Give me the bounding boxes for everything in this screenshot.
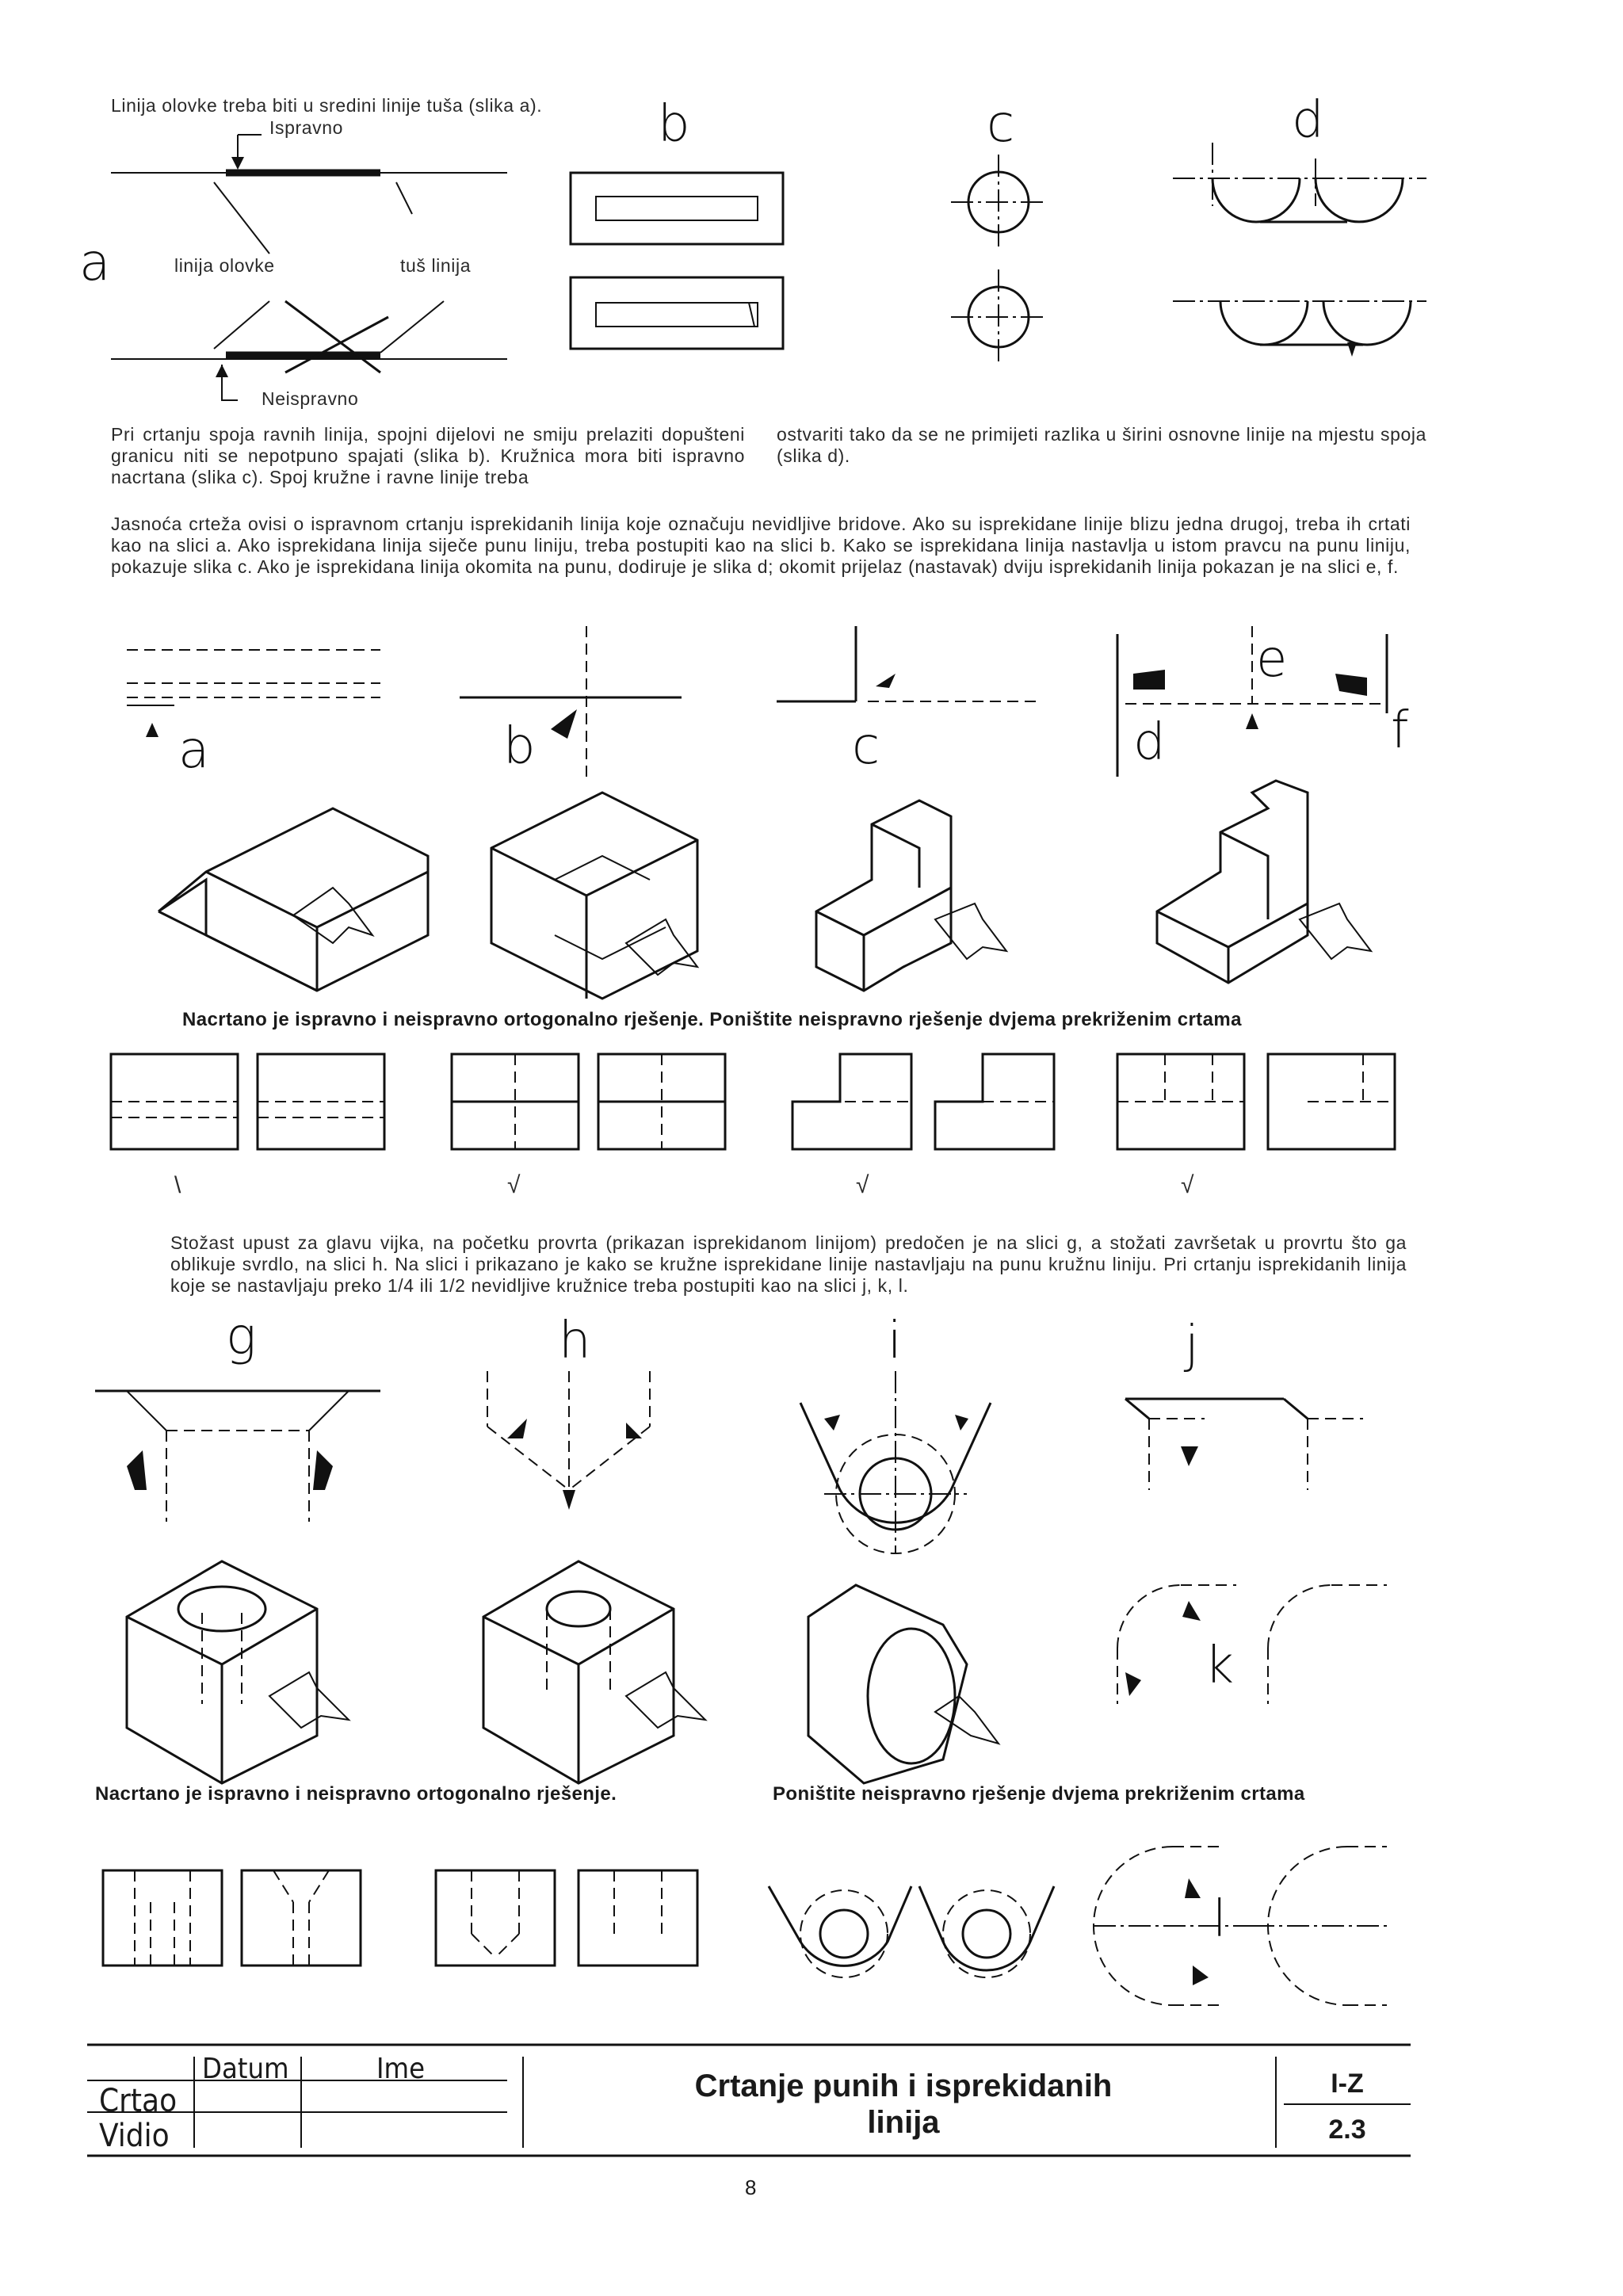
paragraph-countersink: Stožast upust za glavu vijka, na početku provrta (prikazan isprekidanom linijom) predočen je na slici g, a stožati završetak u provrtu što ga oblikuje svrdlo, na slici h. Na slici i prikazano je kako se kružne isprekidane linije nastavljaju na punu kružnu liniju. Pri crtanju isprekidanih linija koje se nastavljaju preko 1/4 ili 1/2 nevidljive kružnice treba postupiti kao na slici j, k, l.	[170, 1232, 1407, 1296]
letter-i: i	[888, 1312, 902, 1370]
page-number: 8	[745, 2176, 757, 2199]
label-incorrect: Neispravno	[262, 388, 359, 409]
figure-b-rectangles	[571, 173, 783, 349]
mark-1: \	[174, 1172, 181, 1198]
intro-text: Linija olovke treba biti u sredini linije tuša (slika a).	[111, 95, 543, 116]
letter-g: g	[226, 1308, 257, 1366]
letter-j: j	[1185, 1316, 1199, 1374]
title-block-datum: Datum	[202, 2053, 289, 2085]
title-block-code: I-Z	[1331, 2069, 1364, 2099]
title-block-title-line2: linija	[867, 2105, 940, 2140]
countersink-figures	[95, 1371, 1387, 1783]
title-block-ime: Ime	[376, 2053, 426, 2085]
paragraph-joins-left: Pri crtanju spoja ravnih linija, spojni dijelovi ne smiju prelaziti dopušteni granicu niti se nepotpuno spajati (slika b). Kružnica mora biti ispravno nacrtana (slika c). Spoj kružne i ravne linije treba	[111, 424, 745, 487]
caption-orthogonal-1: Nacrtano je ispravno i neispravno ortogonalno rješenje. Poništite neispravno rješenje dvjema prekriženim crtama	[182, 1009, 1242, 1030]
figure-letter-a: a	[79, 234, 111, 292]
mark-2: √	[507, 1172, 521, 1198]
caption-orthogonal-2: Nacrtano je ispravno i neispravno ortogonalno rješenje.	[95, 1783, 617, 1805]
mark-3: √	[856, 1172, 870, 1198]
letter-l: l	[1212, 1890, 1227, 1949]
orthographic-views-row1	[111, 1054, 1395, 1149]
dash-letter-a: a	[178, 721, 210, 780]
figure-letter-d: d	[1292, 91, 1324, 150]
figure-letter-c: c	[987, 95, 1015, 154]
letter-h: h	[559, 1312, 591, 1370]
figure-letter-b: b	[658, 95, 690, 154]
title-block-sheet: 2.3	[1328, 2115, 1366, 2145]
dash-letter-d: d	[1133, 713, 1166, 772]
title-block-crtao: Crtao	[99, 2083, 178, 2119]
title-block-vidio: Vidio	[99, 2118, 170, 2154]
orthographic-views-row2	[103, 1847, 1387, 2005]
figure-d-arc-joins	[1173, 143, 1426, 357]
paragraph-joins-right: ostvariti tako da se ne primijeti razlika u širini osnovne linije na mjestu spoja (slika d).	[777, 424, 1426, 466]
caption-cancel-incorrect: Poništite neispravno rješenje dvjema prekriženim crtama	[773, 1783, 1305, 1805]
dashed-figures-row	[127, 626, 1387, 780]
label-ink-line: tuš linija	[400, 255, 472, 276]
figure-c-circles	[951, 155, 1046, 365]
isometric-blocks-row1	[158, 781, 1371, 999]
letter-k: k	[1205, 1637, 1235, 1695]
label-correct: Ispravno	[269, 117, 344, 138]
dash-letter-c: c	[852, 717, 880, 776]
dash-letter-b: b	[503, 717, 536, 776]
label-pencil-line: linija olovke	[174, 255, 275, 276]
dash-letter-f: f	[1391, 701, 1409, 760]
paragraph-dashed-lines: Jasnoća crteža ovisi o ispravnom crtanju isprekidanih linija koje označuju nevidljive bridove. Ako su isprekidane linije blizu jedna drugoj, treba ih crtati kao na slici a. Ako isprekidana linija siječe punu liniju, treba postupiti kao na slici b. Kako se isprekidana linija nastavlja u istom pravcu na punu liniju, pokazuje slika c. Ako je isprekidana linija okomita na punu, dodiruje je slika d; okomit prijelaz (nastavak) dviju isprekidanih linija pokazan je na slici e, f.	[111, 514, 1411, 577]
dash-letter-e: e	[1256, 630, 1288, 689]
title-block-title-line1: Crtanje punih i isprekidanih	[694, 2069, 1113, 2103]
mark-4: √	[1181, 1172, 1195, 1198]
